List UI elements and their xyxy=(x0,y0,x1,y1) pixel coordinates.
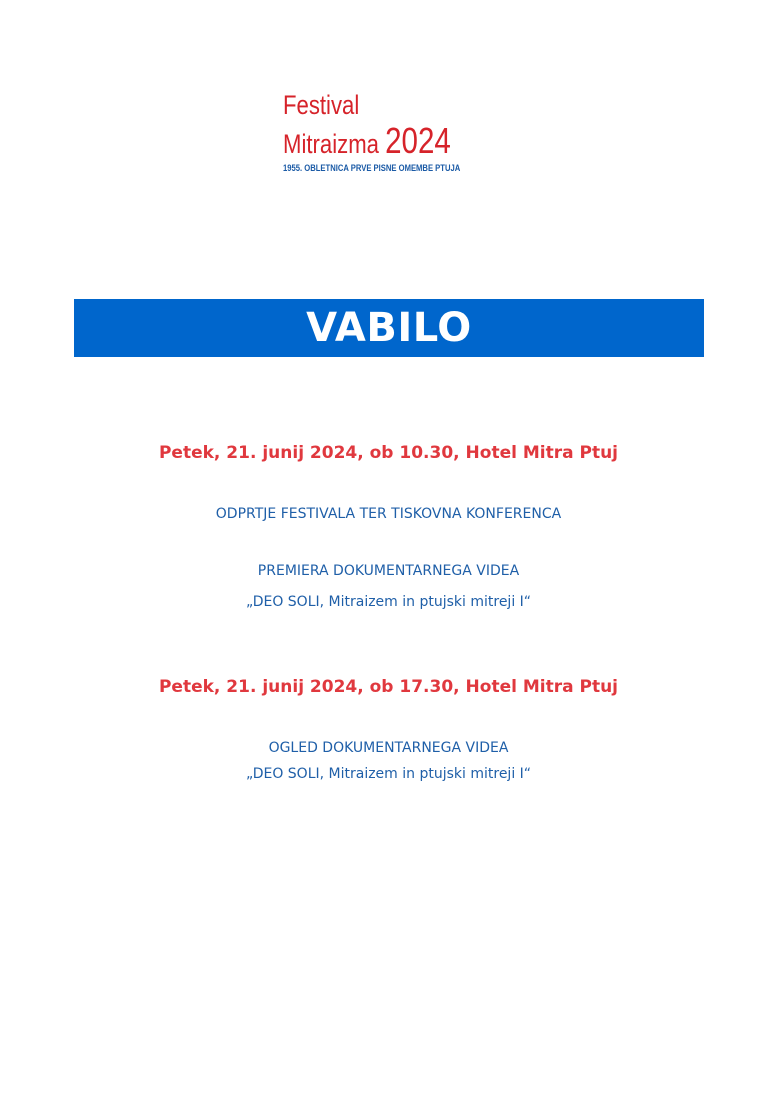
logo-title-line2 xyxy=(283,122,463,163)
event-1-item-1: ODPRTJE FESTIVALA TER TISKOVNA KONFERENCA xyxy=(215,506,562,522)
event-1-item-3: „DEO SOLI, Mitraizem in ptujski mitreji I“ xyxy=(245,594,532,610)
invitation-banner xyxy=(74,299,704,357)
event-2-item-2: „DEO SOLI, Mitraizem in ptujski mitreji I“ xyxy=(245,766,532,782)
banner-title: VABILO xyxy=(306,305,472,351)
event-2-item-1: OGLED DOKUMENTARNEGA VIDEA xyxy=(268,740,509,756)
event-1-date: Petek, 21. junij 2024, ob 10.30, Hotel Mitra Ptuj xyxy=(158,443,619,463)
event-2-date: Petek, 21. junij 2024, ob 17.30, Hotel Mitra Ptuj xyxy=(158,677,619,697)
logo-title-text: Mitraizma xyxy=(283,129,386,159)
logo-subtitle: 1955. OBLETNICA PRVE PISNE OMEMBE PTUJA xyxy=(283,163,461,173)
event-1-item-2: PREMIERA DOKUMENTARNEGA VIDEA xyxy=(257,563,520,579)
festival-logo xyxy=(283,88,503,174)
logo-year: 2024 xyxy=(385,120,451,161)
logo-title-line1: Festival xyxy=(283,90,360,120)
